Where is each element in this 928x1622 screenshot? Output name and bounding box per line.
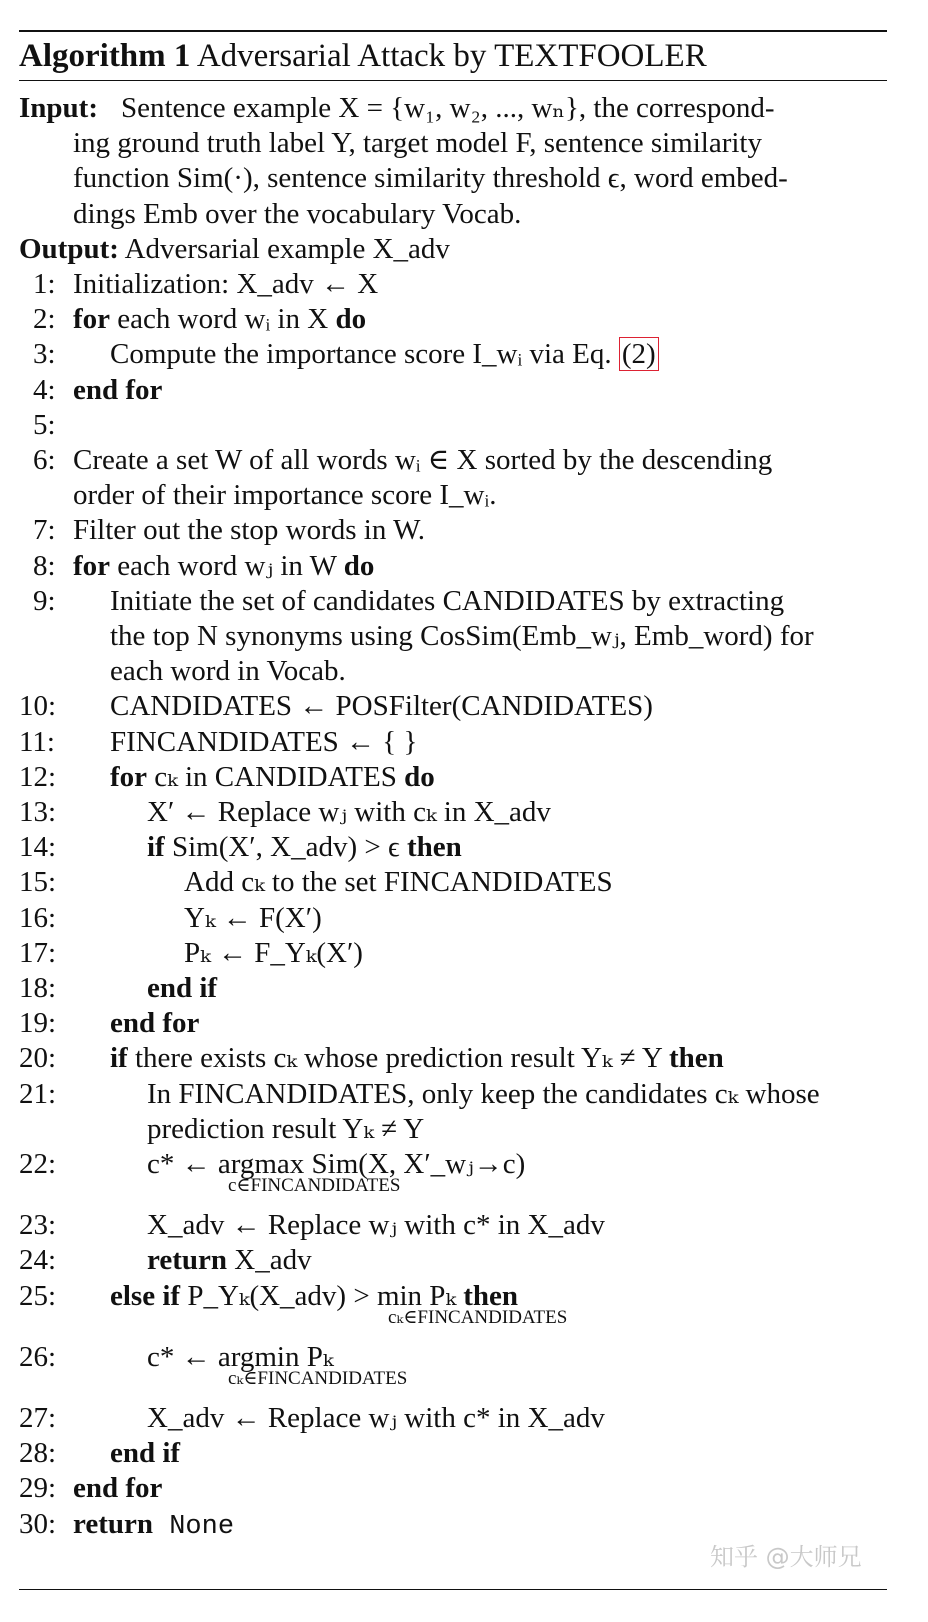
- step-text: [110, 724, 417, 760]
- step-text: [110, 336, 659, 372]
- step-row: [0, 618, 928, 654]
- keyword: end if: [147, 972, 218, 1004]
- step-text: [147, 794, 551, 830]
- step-row: [0, 301, 928, 337]
- keyword: if: [147, 831, 165, 864]
- algorithm-title: [19, 36, 707, 76]
- step-text: [147, 1207, 605, 1243]
- step-number: 25:: [19, 1279, 57, 1312]
- step-row: [0, 512, 928, 548]
- keyword: then: [668, 1042, 724, 1075]
- step-row: [0, 372, 928, 408]
- output-row: [19, 231, 450, 267]
- step-fragment: X′ ← Replace wⱼ with cₖ in X_adv: [147, 796, 551, 828]
- step-text: [73, 442, 772, 478]
- step-row: [0, 548, 928, 584]
- keyword: then: [406, 831, 462, 864]
- step-number: 5:: [33, 408, 56, 441]
- top-rule: [19, 30, 887, 32]
- step-text: [110, 583, 784, 619]
- keyword: return: [73, 1507, 154, 1540]
- step-number: 21:: [19, 1077, 57, 1110]
- step-text: [147, 1076, 820, 1112]
- operator-subscript: cₖ∈FINCANDIDATES: [228, 1367, 408, 1389]
- keyword: then: [463, 1279, 519, 1312]
- step-row: [0, 724, 928, 760]
- step-number: 18:: [19, 972, 57, 1004]
- step-number: 7:: [33, 514, 56, 547]
- step-fragment: In FINCANDIDATES, only keep the candidates cₖ whose: [147, 1077, 820, 1110]
- bottom-rule: [19, 1589, 887, 1590]
- input-line: Sentence example X = {w₁, w₂, ..., wₙ}, the correspond-: [121, 92, 775, 124]
- equation-reference-link[interactable]: (2): [619, 337, 659, 371]
- step-text: [73, 1506, 234, 1545]
- step-fragment: each word wᵢ in X: [110, 303, 336, 336]
- step-fragment: Filter out the stop words in W.: [73, 514, 426, 547]
- step-row: [0, 1470, 928, 1506]
- keyword: return: [147, 1244, 228, 1277]
- step-number: 20:: [19, 1042, 57, 1075]
- input-line: function Sim(·), sentence similarity threshold ϵ, word embed-: [73, 162, 788, 195]
- step-fragment: P_Yₖ(X_adv) > min Pₖ: [180, 1279, 464, 1312]
- step-number: 13:: [19, 796, 57, 828]
- keyword: end for: [73, 1472, 163, 1505]
- step-number: 27:: [19, 1402, 57, 1434]
- keyword: do: [335, 303, 367, 336]
- step-text: [147, 1400, 605, 1436]
- keyword: for: [73, 303, 111, 336]
- step-number: 17:: [19, 936, 57, 969]
- step-text: [110, 1005, 199, 1041]
- step-row: [0, 794, 928, 830]
- step-fragment: Sim(X′, X_adv) > ϵ: [164, 831, 407, 864]
- step-row: [0, 1005, 928, 1041]
- step-number: 1:: [33, 268, 56, 300]
- keyword: do: [343, 549, 375, 582]
- keyword: do: [404, 760, 435, 793]
- step-row: [0, 900, 928, 936]
- step-number: 26:: [19, 1340, 57, 1373]
- step-number: 2:: [33, 303, 56, 336]
- monospace-value: None: [153, 1511, 235, 1542]
- step-fragment: c* ← argmin Pₖ: [147, 1340, 334, 1373]
- step-row: [0, 1146, 928, 1196]
- step-text: [147, 1111, 424, 1147]
- step-number: 14:: [19, 831, 57, 864]
- output-label: Output:: [19, 232, 119, 265]
- step-row: [0, 1076, 928, 1112]
- step-number: 10:: [19, 690, 57, 723]
- step-number: 29:: [19, 1472, 57, 1505]
- step-fragment: Initialization: X_adv ← X: [73, 268, 379, 300]
- step-number: 11:: [19, 725, 55, 758]
- step-fragment: Pₖ ← F_Yₖ(X′): [184, 936, 363, 969]
- step-fragment: cₖ in CANDIDATES: [147, 760, 405, 793]
- step-fragment: prediction result Yₖ ≠ Y: [147, 1112, 425, 1145]
- step-fragment: Create a set W of all words wᵢ ∈ X sorted by the descending: [73, 444, 773, 476]
- step-text: [110, 688, 653, 724]
- step-row: [0, 970, 928, 1006]
- step-fragment: X_adv: [227, 1244, 312, 1277]
- step-fragment: X_adv ← Replace wⱼ with c* in X_adv: [147, 1209, 605, 1242]
- step-number: 30:: [19, 1507, 57, 1540]
- step-number: 12:: [19, 760, 57, 793]
- step-text: [147, 1242, 312, 1278]
- step-fragment: each word wⱼ in W: [110, 549, 344, 582]
- step-text: [73, 372, 162, 408]
- step-text: [147, 970, 217, 1006]
- step-text: [184, 864, 613, 900]
- step-row: [0, 653, 928, 689]
- step-text: [110, 618, 814, 654]
- step-text: [73, 512, 425, 548]
- step-fragment: CANDIDATES ← POSFilter(CANDIDATES): [110, 690, 653, 723]
- step-row: [0, 1278, 928, 1328]
- step-text: [73, 477, 496, 513]
- step-fragment: FINCANDIDATES ← { }: [110, 725, 418, 758]
- step-number: 8:: [33, 549, 56, 582]
- input-row: [19, 90, 98, 126]
- step-fragment: c* ← argmax Sim(X, X′_wⱼ→c): [147, 1148, 526, 1180]
- step-row: [0, 1400, 928, 1436]
- step-number: 6:: [33, 444, 56, 476]
- step-row: [0, 1339, 928, 1389]
- step-number: 28:: [19, 1437, 57, 1470]
- title-rule: [19, 80, 887, 81]
- keyword: for: [73, 549, 111, 582]
- watermark: 知乎 @大师兄: [710, 1543, 862, 1571]
- step-row: [0, 1242, 928, 1278]
- step-fragment: Add cₖ to the set FINCANDIDATES: [184, 866, 613, 899]
- input-line: ing ground truth label Y, target model F, sentence similarity: [73, 127, 762, 160]
- keyword: end for: [110, 1007, 200, 1040]
- input-line: dings Emb over the vocabulary Vocab.: [73, 197, 522, 230]
- step-text: [147, 829, 462, 865]
- step-row: [0, 583, 928, 619]
- step-text: [184, 935, 363, 971]
- step-text: [73, 1470, 162, 1506]
- step-row: [0, 1207, 928, 1243]
- step-row: [0, 1111, 928, 1147]
- keyword: end for: [73, 373, 163, 406]
- step-row: [0, 759, 928, 795]
- step-row: [0, 1040, 928, 1076]
- step-row: [0, 442, 928, 478]
- step-number: 22:: [19, 1148, 57, 1180]
- step-fragment: the top N synonyms using CosSim(Emb_wⱼ, Emb_word) for: [110, 620, 814, 652]
- step-text: [73, 301, 366, 337]
- algorithm-caption: Adversarial Attack by TEXTFOOLER: [196, 38, 707, 74]
- step-text: [110, 653, 346, 689]
- step-row: [0, 864, 928, 900]
- step-number: 16:: [19, 901, 57, 934]
- step-fragment: X_adv ← Replace wⱼ with c* in X_adv: [147, 1402, 605, 1434]
- step-row: [0, 935, 928, 971]
- step-text: [110, 759, 435, 795]
- operator-subscript: cₖ∈FINCANDIDATES: [388, 1306, 568, 1328]
- input-label: Input:: [19, 92, 98, 124]
- output-text: Adversarial example X_adv: [124, 232, 450, 265]
- step-row: [0, 477, 928, 513]
- step-row: [0, 1435, 928, 1471]
- step-number: 23:: [19, 1209, 57, 1242]
- keyword: for: [110, 760, 148, 793]
- step-fragment: order of their importance score I_wᵢ.: [73, 479, 497, 512]
- step-row: [0, 688, 928, 724]
- step-fragment: Yₖ ← F(X′): [184, 901, 322, 934]
- step-row: [0, 829, 928, 865]
- keyword: if: [110, 1042, 128, 1075]
- keyword: else if: [110, 1279, 181, 1312]
- step-fragment: Compute the importance score I_wᵢ via Eq.: [110, 338, 619, 371]
- step-number: 4:: [33, 373, 56, 406]
- step-number: 3:: [33, 338, 56, 371]
- step-text: [110, 1435, 180, 1471]
- step-number: 19:: [19, 1007, 57, 1040]
- step-fragment: each word in Vocab.: [110, 655, 346, 688]
- step-text: [110, 1040, 724, 1076]
- keyword: end if: [110, 1437, 181, 1470]
- step-text: [184, 900, 322, 936]
- step-text: [73, 548, 374, 584]
- step-number: 24:: [19, 1244, 57, 1277]
- algorithm-label: Algorithm 1: [19, 38, 191, 74]
- step-row: [0, 336, 928, 372]
- step-number: 15:: [19, 866, 57, 899]
- step-fragment: there exists cₖ whose prediction result Yₖ ≠ Y: [127, 1042, 669, 1075]
- step-fragment: Initiate the set of candidates CANDIDATES by extracting: [110, 584, 785, 617]
- operator-subscript: c∈FINCANDIDATES: [228, 1175, 401, 1196]
- step-number: 9:: [33, 584, 56, 617]
- step-row: [0, 266, 928, 302]
- step-row: [0, 407, 928, 443]
- step-text: [73, 266, 378, 302]
